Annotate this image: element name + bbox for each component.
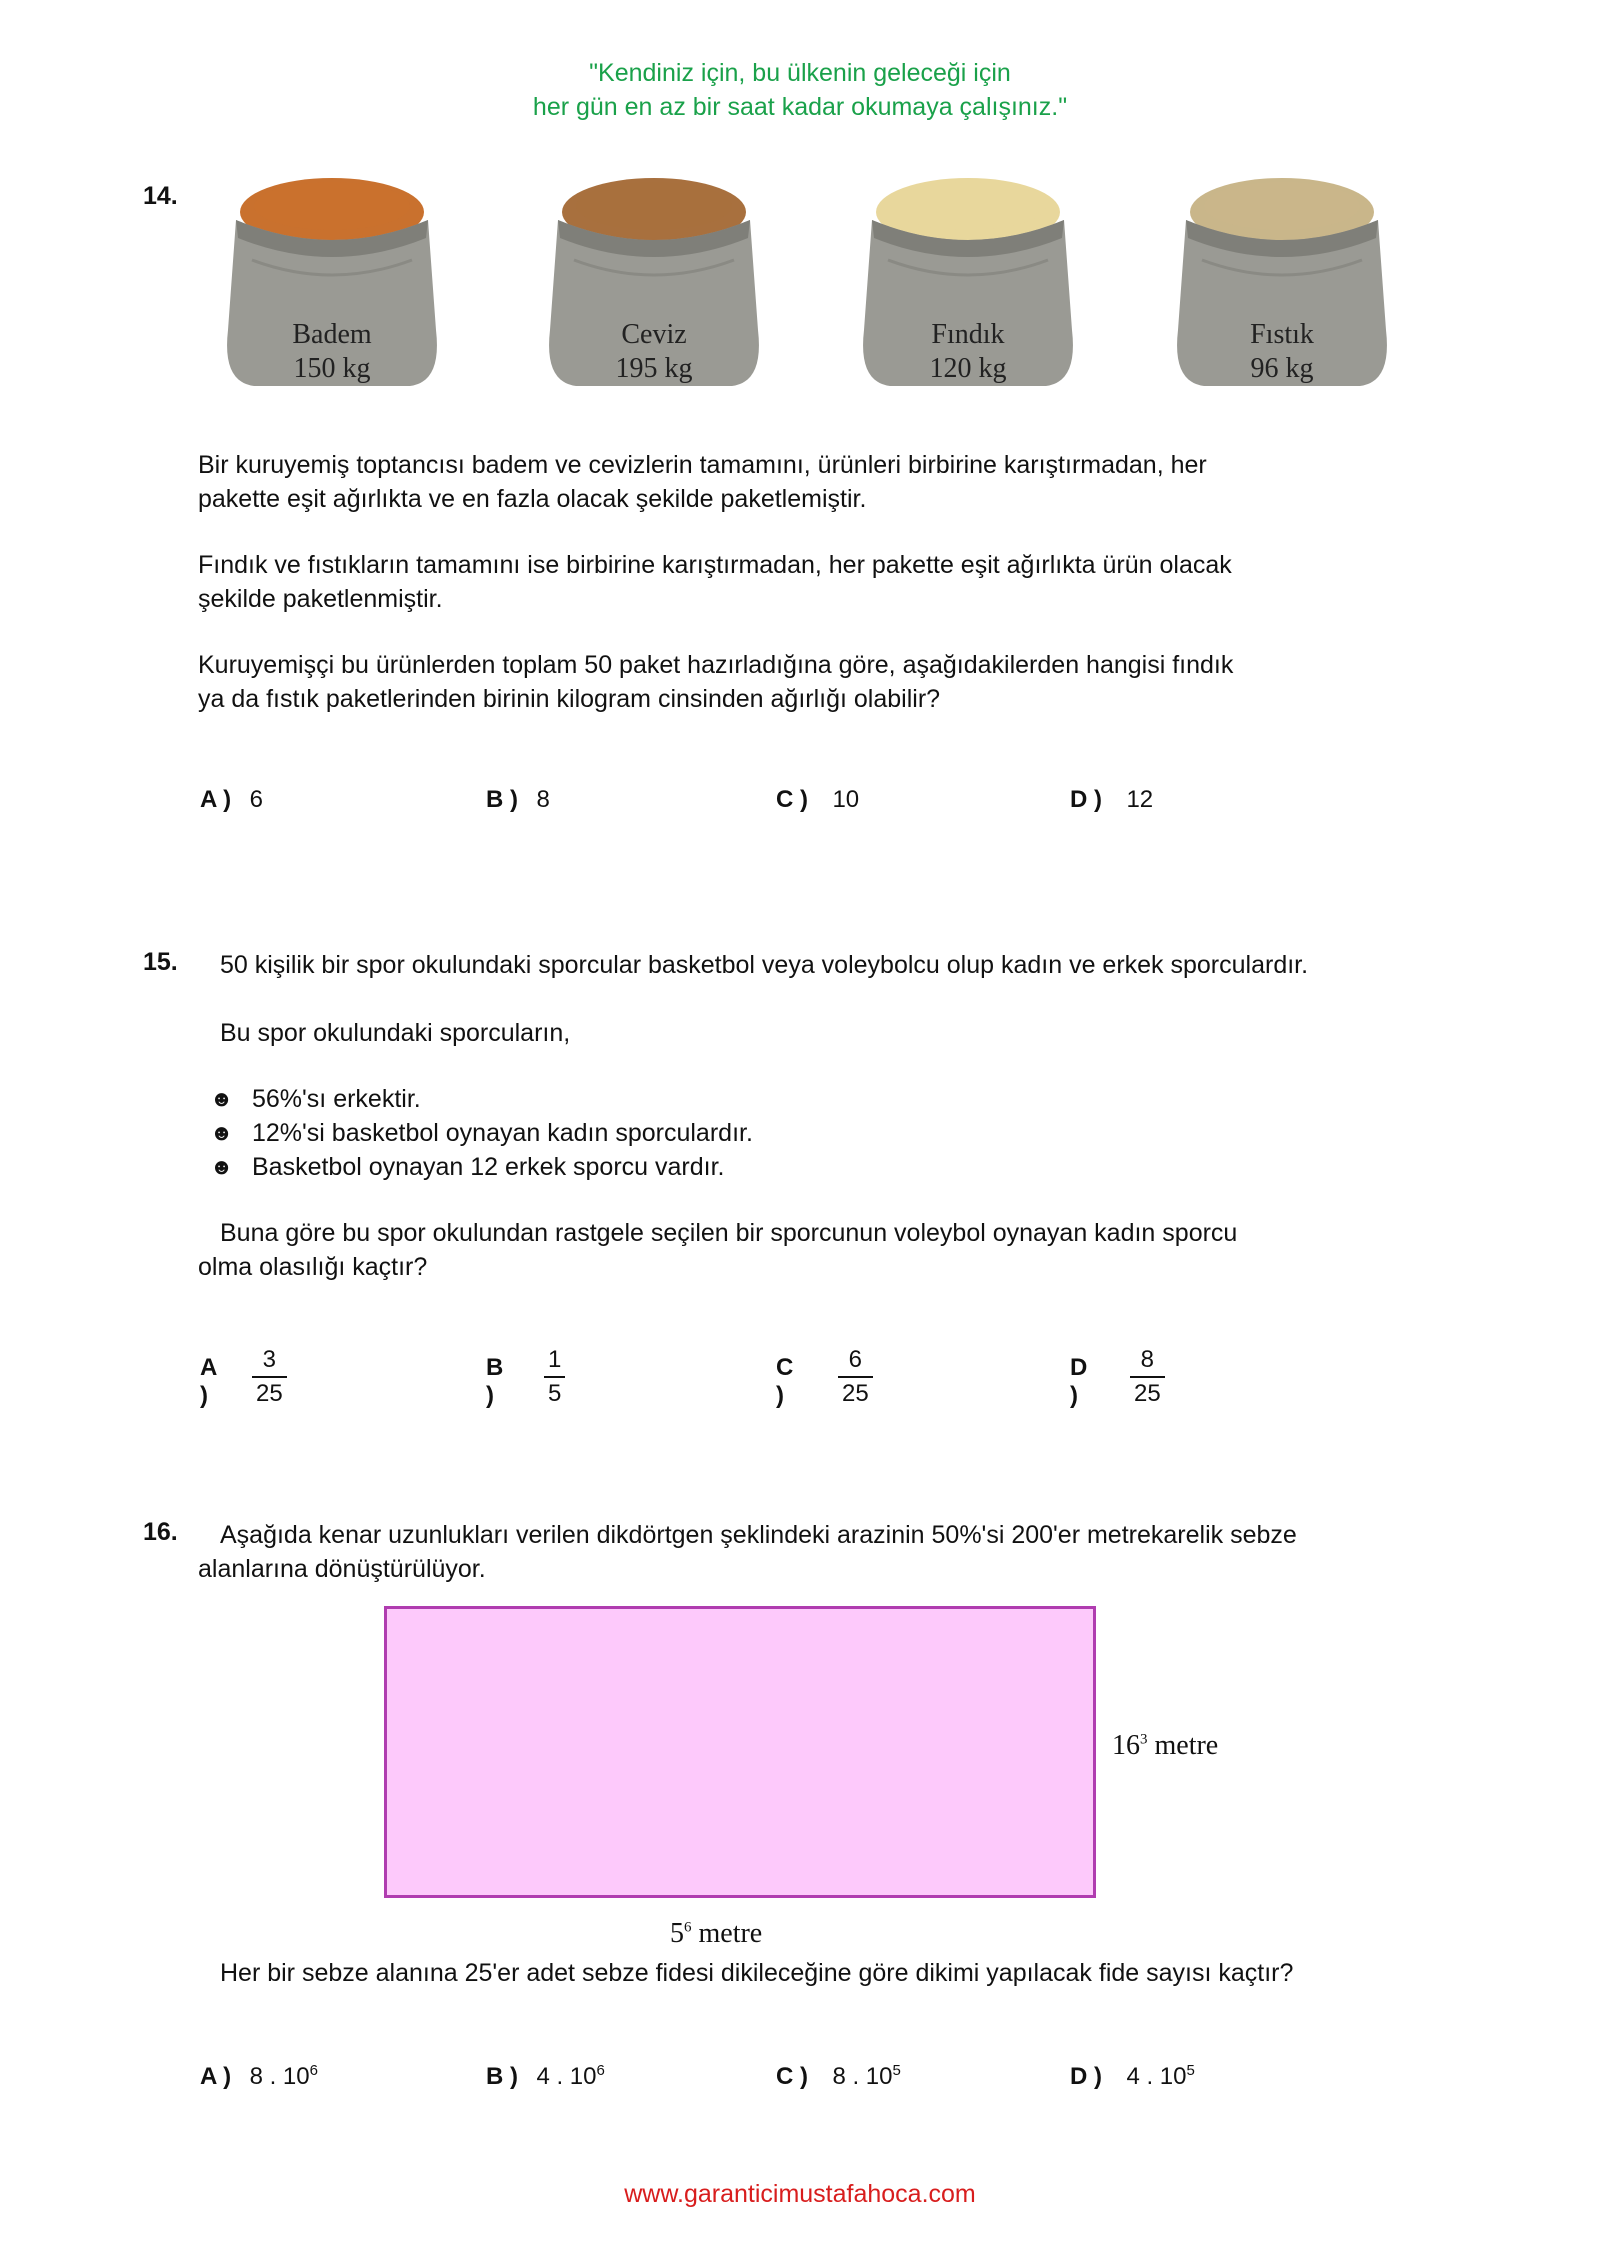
q15-para-line-1: Buna göre bu spor okulundan rastgele seçilen bir sporcunun voleybol oynayan kadın sporcu: [220, 1219, 1238, 1247]
sack-name: Badem: [292, 319, 372, 350]
fraction-denominator: 5: [544, 1376, 565, 1410]
q14-option-b[interactable]: [486, 786, 550, 814]
option-fraction: [252, 1344, 287, 1410]
sack-name: Fındık: [931, 319, 1005, 350]
question-15-number: 15.: [143, 948, 178, 976]
q14-para-3-line-1: Kuruyemişçi bu ürünlerden toplam 50 paket hazırladığına göre, aşağıdakilerden hangisi fındık: [198, 651, 1234, 679]
q16-question: Her bir sebze alanına 25'er adet sebze fidesi dikileceğine göre dikimi yapılacak fide sayısı kaçtır?: [220, 1959, 1294, 1987]
fraction-denominator: 25: [1130, 1376, 1165, 1410]
land-rectangle: [384, 1606, 1096, 1898]
option-letter: D ): [1070, 1354, 1088, 1409]
option-letter: B ): [486, 2063, 518, 2090]
option-exponent: 5: [1186, 2062, 1195, 2079]
almond-sack-icon: [222, 160, 442, 400]
bullet-icon: ☻: [210, 1154, 234, 1179]
height-base: 16: [1112, 1730, 1140, 1761]
q14-para-1-line-1: Bir kuruyemiş toptancısı badem ve cevizlerin tamamını, ürünleri birbirine karıştırmadan, her: [198, 451, 1207, 479]
q14-para-1-line-2: pakette eşit ağırlıkta ve en fazla olacak şekilde paketlemiştir.: [198, 485, 867, 513]
q14-option-a[interactable]: [200, 786, 263, 814]
q16-option-a[interactable]: [200, 2062, 318, 2091]
fraction-numerator: 3: [262, 1346, 277, 1373]
quote-line-1: "Kendiniz için, bu ülkenin geleceği için: [589, 59, 1011, 87]
option-exponent: 5: [892, 2062, 901, 2079]
rect-height-label: [1112, 1730, 1218, 1762]
sack-name: Ceviz: [621, 319, 687, 350]
q14-para-3-line-2: ya da fıstık paketlerinden birinin kilogram cinsinden ağırlığı olabilir?: [198, 685, 941, 713]
option-value: [536, 2063, 604, 2090]
q16-option-d[interactable]: [1070, 2062, 1195, 2091]
option-coef: 4 . 10: [536, 2063, 597, 2090]
option-letter: B ): [486, 786, 518, 813]
q16-line-2: alanlarına dönüştürülüyor.: [198, 1555, 486, 1583]
option-exponent: 6: [596, 2062, 605, 2079]
q15-bullet-3: Basketbol oynayan 12 erkek sporcu vardır.: [252, 1153, 725, 1181]
option-fraction: [544, 1344, 565, 1410]
q14-para-2-line-1: Fındık ve fıstıkların tamamını ise birbirine karıştırmadan, her pakette eşit ağırlıkta ürün olacak: [198, 551, 1232, 579]
q15-line-1: 50 kişilik bir spor okulundaki sporcular basketbol veya voleybolcu olup kadın ve erkek sporculardır.: [220, 951, 1309, 979]
q14-option-c[interactable]: [776, 786, 859, 814]
fraction-denominator: 25: [252, 1376, 287, 1410]
option-letter: D ): [1070, 2063, 1102, 2090]
option-value: [250, 2063, 318, 2090]
q16-option-c[interactable]: [776, 2062, 901, 2091]
bullet-icon: ☻: [210, 1086, 234, 1111]
quote-line-2: her gün en az bir saat kadar okumaya çalışınız.": [532, 93, 1068, 121]
walnut-sack-icon: [544, 160, 764, 400]
sack-weight: 195 kg: [615, 353, 693, 384]
pistachio-sack-icon: [1172, 160, 1392, 400]
fraction-numerator: 8: [1140, 1346, 1155, 1373]
option-letter: B ): [486, 1354, 504, 1409]
q15-line-2: Bu spor okulundaki sporcuların,: [220, 1019, 571, 1047]
fraction-numerator: 6: [848, 1346, 863, 1373]
sack-weight: 120 kg: [929, 353, 1007, 384]
height-unit: metre: [1154, 1730, 1219, 1761]
option-value: 6: [249, 786, 263, 813]
option-coef: 4 . 10: [1126, 2063, 1187, 2090]
question-14-number: 14.: [143, 182, 178, 210]
footer-url[interactable]: www.garanticimustafahoca.com: [624, 2180, 976, 2208]
q15-bullet-1: 56%'sı erkektir.: [252, 1085, 421, 1113]
option-letter: A ): [200, 1354, 217, 1409]
option-letter: C ): [776, 1354, 794, 1409]
option-coef: 8 . 10: [249, 2063, 310, 2090]
option-value: [832, 2063, 900, 2090]
option-value: 10: [832, 786, 860, 813]
header-quote: [0, 56, 1600, 124]
sack-name: Fıstık: [1250, 319, 1314, 350]
rect-width-label: [670, 1918, 762, 1950]
fraction-numerator: 1: [548, 1346, 562, 1373]
option-letter: A ): [200, 2063, 232, 2090]
option-letter: C ): [776, 2063, 808, 2090]
q15-bullet-2: 12%'si basketbol oynayan kadın sporculardır.: [252, 1119, 753, 1147]
option-exponent: 6: [309, 2062, 318, 2079]
hazelnut-sack-icon: [858, 160, 1078, 400]
option-coef: 8 . 10: [832, 2063, 893, 2090]
option-value: 8: [536, 786, 550, 813]
q14-option-d[interactable]: [1070, 786, 1153, 814]
option-letter: A ): [200, 786, 232, 813]
q16-line-1: Aşağıda kenar uzunlukları verilen dikdörtgen şeklindeki arazinin 50%'si 200'er metrekarelik sebze: [220, 1521, 1297, 1549]
width-unit: metre: [698, 1918, 763, 1949]
sack-weight: 96 kg: [1250, 353, 1314, 384]
height-exponent: 3: [1140, 1731, 1148, 1748]
q14-para-2-line-2: şekilde paketlenmiştir.: [198, 585, 443, 613]
width-base: 5: [670, 1918, 684, 1949]
option-value: 12: [1126, 786, 1154, 813]
option-letter: D ): [1070, 786, 1102, 813]
option-value: [1126, 2063, 1194, 2090]
q15-para-line-2: olma olasılığı kaçtır?: [198, 1253, 428, 1281]
option-letter: C ): [776, 786, 808, 813]
fraction-denominator: 25: [838, 1376, 873, 1410]
option-fraction: [838, 1344, 873, 1410]
width-exponent: 6: [684, 1919, 692, 1936]
option-fraction: [1130, 1344, 1165, 1410]
question-16-number: 16.: [143, 1518, 178, 1546]
q16-option-b[interactable]: [486, 2062, 605, 2091]
bullet-icon: ☻: [210, 1120, 234, 1145]
sack-weight: 150 kg: [293, 353, 371, 384]
